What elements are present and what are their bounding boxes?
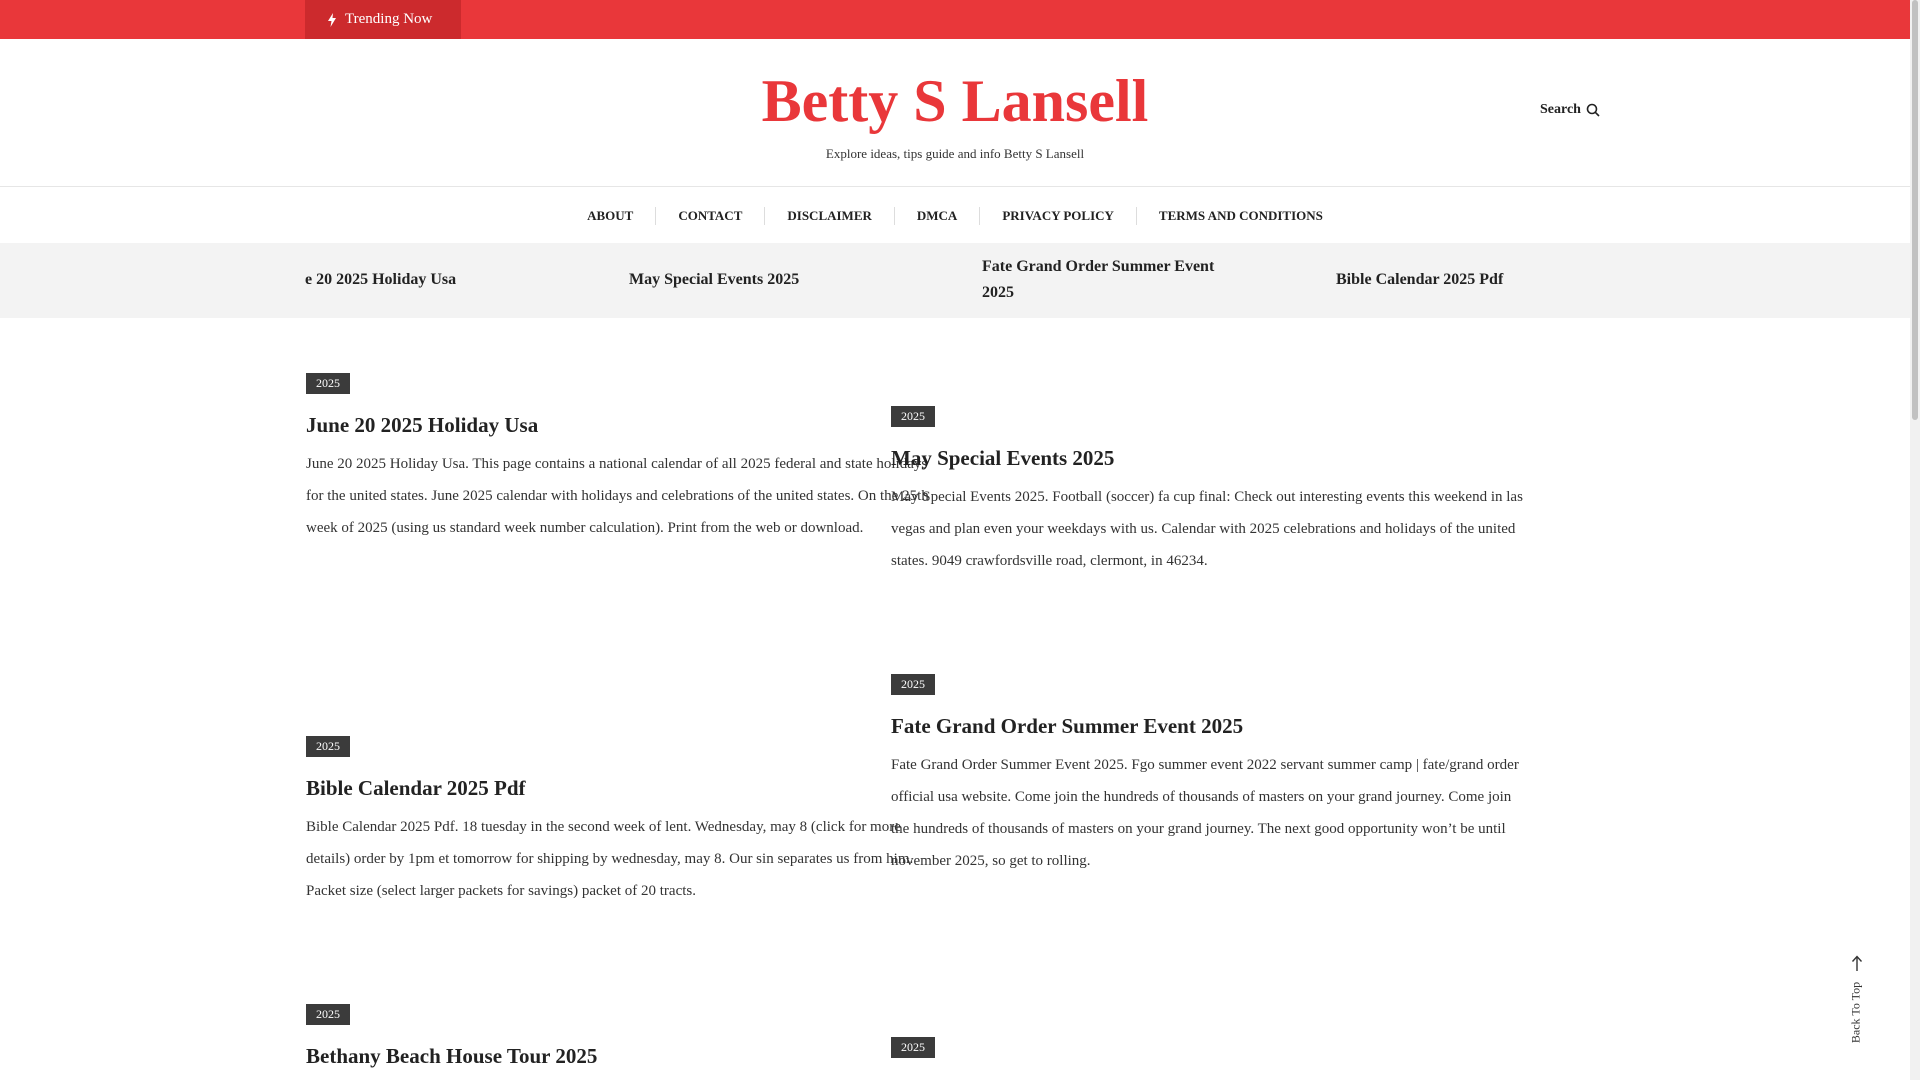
post-title[interactable]: May Special Events 2025: [891, 446, 1115, 470]
main-nav: [0, 200, 1910, 232]
post-excerpt: Bible Calendar 2025 Pdf. 18 tuesday in the second week of lent. Wednesday, may 8 (click for more details) order by 1pm et tomorrow for shipping by wednesday, may 8. Our sin separates us from him. Packet size (select larger packets for savings) packet of 20 tracts.: [306, 819, 914, 899]
ticker-item[interactable]: May Special Events 2025: [629, 271, 800, 288]
post-title[interactable]: Fate Grand Order Summer Event 2025: [891, 714, 1244, 738]
category-badge[interactable]: 2025: [306, 736, 350, 757]
category-badge[interactable]: 2025: [306, 1004, 350, 1025]
back-to-top-label: Back To Top: [1848, 981, 1863, 1044]
scrollbar[interactable]: [1910, 0, 1920, 1080]
news-ticker: [0, 243, 1910, 318]
arrow-up-icon: [1851, 955, 1863, 971]
search-label: Search: [1540, 102, 1581, 117]
ticker-item[interactable]: Fate Grand Order Summer Event 2025: [982, 258, 1215, 301]
nav-item-contact[interactable]: CONTACT: [655, 207, 764, 225]
nav-item-disclaimer[interactable]: DISCLAIMER: [764, 207, 894, 225]
nav-item-privacy-policy[interactable]: PRIVACY POLICY: [979, 207, 1136, 225]
post-title[interactable]: Bible Calendar 2025 Pdf: [306, 776, 526, 800]
post-card: [891, 674, 1519, 877]
scrollbar-thumb[interactable]: [1912, 0, 1918, 420]
site-title[interactable]: Betty S Lansell: [761, 68, 1149, 134]
category-badge[interactable]: 2025: [891, 1037, 935, 1058]
ticker-item[interactable]: Bible Calendar 2025 Pdf: [1336, 271, 1504, 288]
header-divider: [0, 186, 1910, 187]
post-title[interactable]: June 20 2025 Holiday Usa: [306, 413, 539, 437]
trending-text: Trending Now: [345, 11, 433, 27]
post-card: [891, 406, 1523, 577]
site-tagline: Explore ideas, tips guide and info Betty S Lansell: [825, 146, 1085, 161]
ticker-item[interactable]: e 20 2025 Holiday Usa: [305, 271, 457, 288]
post-title[interactable]: Bethany Beach House Tour 2025: [306, 1044, 598, 1068]
category-badge[interactable]: 2025: [891, 406, 935, 427]
nav-item-terms[interactable]: TERMS AND CONDITIONS: [1136, 207, 1345, 225]
category-badge[interactable]: 2025: [306, 373, 350, 394]
post-card: [306, 736, 914, 907]
post-card: [891, 1037, 1491, 1058]
trending-now-label[interactable]: [305, 0, 461, 39]
search-button[interactable]: [1540, 102, 1600, 118]
post-excerpt: June 20 2025 Holiday Usa. This page contains a national calendar of all 2025 federal and state holidays for the united states. June 2025 calendar with holidays and celebrations of the united states. On the 25th week of 2025 (using us standard week number calculation). Print from the web or download.: [306, 456, 929, 536]
category-badge[interactable]: 2025: [891, 674, 935, 695]
nav-item-about[interactable]: ABOUT: [587, 208, 634, 223]
bolt-icon: [327, 13, 337, 27]
top-bar: [0, 0, 1910, 39]
post-card: [306, 1004, 906, 1069]
post-excerpt: May Special Events 2025. Football (soccer) fa cup final: Check out interesting events this weekend in las vegas and plan even your weekdays with us. Calendar with 2025 celebrations and holidays of the united states. 9049 crawfordsville road, clermont, in 46234.: [891, 489, 1523, 569]
post-excerpt: Fate Grand Order Summer Event 2025. Fgo summer event 2022 servant summer camp | fate/grand order official usa website. Come join the hundreds of thousands of masters on your grand journey. Come join the hundreds of thousands of masters on your grand journey. The next good opportunity won’t be until november 2025, so get to rolling.: [891, 757, 1519, 869]
back-to-top-button[interactable]: [1846, 955, 1868, 1055]
search-icon: [1586, 103, 1600, 117]
nav-item-dmca[interactable]: DMCA: [894, 207, 979, 225]
post-card: [306, 373, 929, 544]
